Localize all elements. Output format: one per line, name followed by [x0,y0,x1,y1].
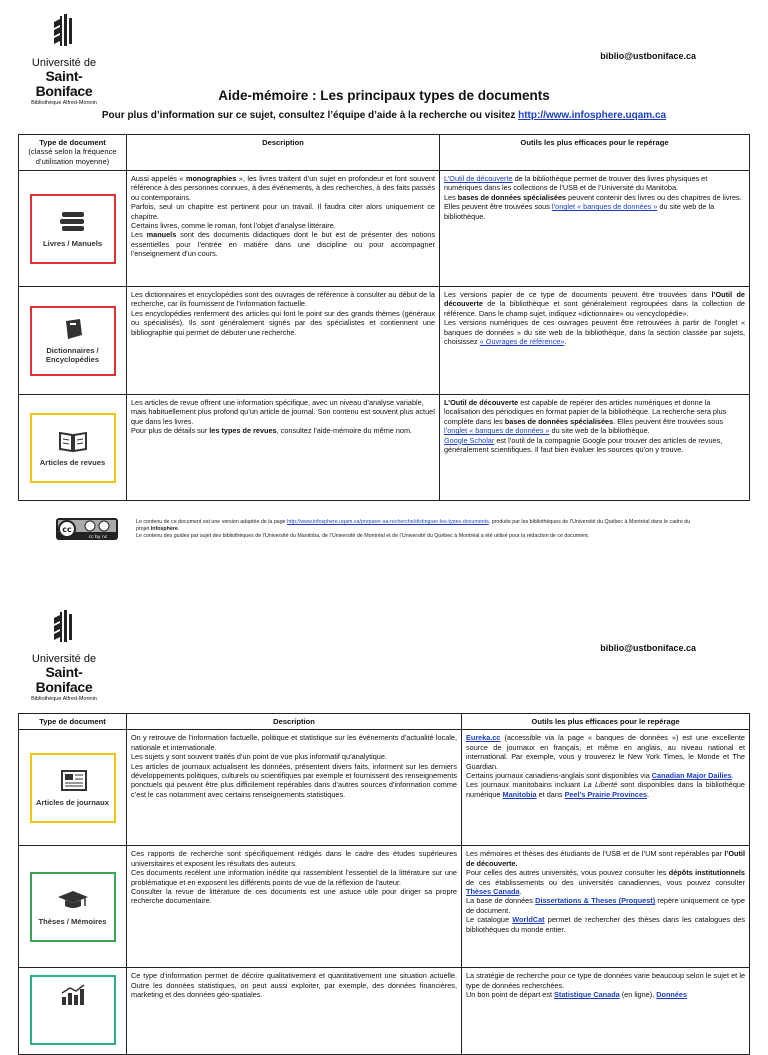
page-title: Aide-mémoire : Les principaux types de documents [218,88,550,103]
text: . [564,337,567,347]
text: manuels [146,230,177,240]
text: les types de revues [209,426,277,436]
text: Les journaux manitobains incluant [466,780,584,790]
text: Consulter la revue de littérature de ces documents est une astuce utile pour diriger sa propre recherche documentaire. [131,887,457,906]
header-type-label: Type de document [39,138,106,147]
theses-canada-link[interactable]: Thèses Canada [466,887,520,897]
header-tools: Outils les plus efficaces pour le repérage [440,135,750,171]
description-cell [127,846,462,968]
text: Les dictionnaires et encyclopédies sont des ouvrages de référence à consulter au début de la recherche, car ils fournissent de l’information factuelle. [131,290,435,309]
text: », les livres traitent d’un sujet en profondeur et font souvent référence à des personnes connues, à des événements, à des recherches, à des faits passés ou contemporains. [131,174,436,202]
card-label: Thèses / Mémoires [38,916,107,926]
table-row [19,395,750,501]
type-cell [19,171,127,287]
graduation-cap-icon [56,888,90,912]
text: . [177,526,180,532]
description-cell [127,730,462,846]
text: Certains journaux canadiens-anglais sont disponibles via [466,771,652,781]
text: est l’outil de la compagnie Google pour trouver des articles de revues, généralement scientifiques. Il faut bien évaluer les sources qu’on y trouve. [444,435,723,455]
university-logo-2 [18,610,110,703]
logo-line3: Bibliothèque Alfred-Monnin [31,100,97,106]
text: Infosphère [150,526,178,532]
card-statistiques [30,975,116,1045]
text: Les articles de revue offrent une information spécifique, avec un niveau d’analyse variable, mais habituellement plus profond qu’un article de journal. Son contenu est souvent plus actuel que dans les livres. [131,398,435,426]
bar-chart-icon [56,983,90,1007]
contact-email-2[interactable]: biblio@ustboniface.ca [600,643,696,653]
logo-emblem-icon [50,14,78,50]
description-cell [127,287,440,395]
description-cell [127,395,440,501]
text: bases de données spécialisées [457,192,567,202]
header-description: Description [127,714,462,730]
license-note [136,519,696,540]
text: L’Outil de découverte [444,398,519,407]
subtitle-text: Pour plus d’information sur ce sujet, consultez l’équipe d’aide à la recherche ou visitez [101,110,519,121]
text: Parfois, seul un chapitre est pertinent pour un travail. Il faudra citer alors uniquement ce chapitre. [131,202,435,221]
type-cell [19,395,127,501]
header-type-note: (classé selon la fréquence d’utilisation moyenne) [28,147,117,166]
logo-emblem-icon [50,610,78,646]
worldcat-link[interactable]: WorldCat [512,915,545,925]
eureka-link[interactable]: Eureka.cc [466,733,501,743]
tools-cell [440,287,750,395]
document-types-table-2 [18,713,750,1055]
svg-text:cc: cc [62,525,72,534]
description-cell [127,171,440,287]
databases-tab-link[interactable]: l’onglet « banques de données » [551,202,658,212]
text: du site web de la bibliothèque. [444,202,715,221]
text: de ces établissements ou des universités canadiennes, vous pouvez consulter [466,877,745,887]
card-journaux [30,753,116,823]
card-label: Dictionnaires / Encyclopédies [45,346,100,364]
text: est capable de repérer des articles numériques et donne la localisation des périodiques en format papier de la bibliothèque. La recherche sera plus complète dans les [444,398,727,426]
contact-email[interactable]: biblio@ustboniface.ca [600,51,696,61]
reference-works-link[interactable]: « Ouvrages de référence» [479,337,565,347]
document-types-table-1 [18,134,750,501]
logo-line2: Saint-Boniface [35,68,93,99]
text: (en ligne), [619,990,657,1000]
text: bases de données spécialisées [504,416,614,426]
source-page-link[interactable]: http://www.infosphere.uqam.ca/preparer-sa-recherche/distinguer-les-types-documents [287,519,489,525]
text: permet de rechercher des thèses dans les catalogues des bibliothèques du monde entier. [466,915,745,934]
logo-line2: Saint-Boniface [35,664,93,695]
table-row [19,846,750,968]
card-revues [30,413,116,483]
card-label: Articles de revues [39,457,106,467]
card-label: Articles de journaux [35,797,109,807]
svg-text:cc by nc: cc by nc [88,535,108,540]
table-header-row [19,714,750,730]
text: , produite par les bibliothèques de l’Université du Québec à Montréal dans le cadre du projet [136,519,691,532]
text: . [519,887,522,897]
text: Ce type d’information permet de décrire qualitativement et quantitativement une situation actuelle. Outre les données statistiques, on peut aussi exploiter, par exemple, des données financières, marketing et des données géo-spatiales. [131,971,457,1000]
text: monographies [185,174,237,183]
type-cell [19,287,127,395]
text: Le contenu des guides par sujet des bibliothèques de l’Université du Manitoba, de l’Université de Montréal et de l’Université du Québec à Montréal a été utilisé pour la rédaction de ce document. [136,533,590,539]
table-row [19,287,750,395]
header-type: Type de document [19,714,127,730]
google-scholar-link[interactable]: Google Scholar [444,435,495,445]
header-type [19,135,127,171]
text: Les encyclopédies renferment des articles qui font le point sur des grands thèmes (généraux ou spécialisés). Ils sont généralement signés par des spécialistes et contiennent une bibliographie qui permet de débuter une recherche. [131,308,435,337]
text: Les versions papier de ce type de documents peuvent être trouvées dans [444,290,712,299]
text: La base de données [466,896,536,906]
text: sont disponibles dans la bibliothèque numérique [466,780,745,799]
text: Les [444,192,458,202]
databases-tab-link[interactable]: l’onglet « banques de données » [444,426,550,436]
text: du site web de la bibliothèque. [549,426,650,436]
discovery-tool-link[interactable]: L’Outil de découverte [444,174,513,183]
text: Les sujets y sont souvent traités d’un point de vue plus informatif qu’analytique. [131,752,387,762]
header-tools: Outils les plus efficaces pour le repérage [462,714,750,730]
type-cell [19,968,127,1055]
text: Le catalogue [466,915,513,925]
text: et dans [536,789,565,799]
text: dépôts institutionnels [668,868,745,878]
page-subtitle [0,110,768,121]
text: Les mémoires et thèses des étudiants de l’USB et de l’UM sont repérables par [466,849,725,859]
text: . [647,789,650,799]
text: Aussi appelés « [131,174,186,183]
tools-cell [440,395,750,501]
text: Certains livres, comme le roman, font l’objet d’analyse littéraire. [131,221,336,231]
books-icon [56,210,90,234]
text: . [731,771,734,781]
open-journal-icon [56,429,90,453]
text: repère uniquement ce type de document. [466,896,745,915]
text: de la bibliothèque et sont généralement regroupées dans la collection de référence. Dans le champ sujet, indiquez «dictionnaire» ou «encyclopédie». [444,299,745,318]
text: Le contenu de ce document est une version adaptée de la page [136,519,288,525]
infosphere-link[interactable]: http://www.infosphere.uqam.ca [518,110,667,121]
text: , consultez l’aide-mémoire du même nom. [276,426,413,436]
text: (accessible via la page « banques de données ») est une excellente source de journaux en français, et même en anglais, au niveau national et international. Par exemple, vous y trouverez le New York Times, le Monde et The Guardian. [466,733,745,771]
manitobia-link[interactable]: Manitobia [502,789,537,799]
proquest-link[interactable]: Dissertations & Theses (Proquest) [535,896,656,906]
creative-commons-icon [56,518,118,540]
text: Les [131,230,147,240]
canadian-major-dailies-link[interactable]: Canadian Major Dailies [651,771,732,781]
text: peuvent contenir des livres ou des chapitres de livres. Elles peuvent être trouvées sous [444,192,742,212]
table-row [19,730,750,846]
card-dictionnaires [30,306,116,376]
card-theses [30,872,116,942]
text: l’Outil de découverte [444,290,745,309]
type-cell [19,846,127,968]
donnees-link[interactable]: Données [656,990,688,1000]
tools-cell [440,171,750,287]
text: Les articles de journaux actualisent les données, présentent divers faits, informent sur les derniers développements politiques, culturels ou scientifiques par exemple et fournissent des renseignements ponctuels qui peuvent être plus difficilement repérables dans d’autres sources d’information comme c’est le cas notamment avec certains renseignements statistiques. [131,761,457,799]
logo-line1: Université de [31,653,97,665]
text: La stratégie de recherche pour ce type de données varie beaucoup selon le sujet et le type de données recherchées. [466,971,745,990]
tools-cell [462,730,750,846]
statcan-link[interactable]: Statistique Canada [554,990,620,1000]
text: Pour celles des autres universités, vous pouvez consulter les [466,868,669,878]
logo-line3: Bibliothèque Alfred-Monnin [31,696,97,702]
tools-cell [462,968,750,1055]
text: On y retrouve de l’information factuelle, politique et statistique sur les événements d’actualité locale, nationale et internationale. [131,733,457,752]
table-row [19,171,750,287]
text: Les versions numériques de ces ouvrages peuvent être retrouvées à partir de l’onglet « banques de données » du site web de la bibliothèque, dans la section classée par sujets, choisissez [444,318,745,347]
text: . Elles peuvent être trouvées sous [613,416,724,426]
newspaper-icon [56,769,90,793]
logo-line1: Université de [31,57,97,69]
table-header-row [19,135,750,171]
text: l’Outil de découverte. [466,849,745,868]
text: Ces rapports de recherche sont spécifiquement rédigés dans le cadre des études supérieures universitaires et exposent les résultats des auteurs. [131,849,457,868]
tools-cell [462,846,750,968]
text: sont des documents didactiques dont le but est de présenter des notions essentielles pour l’entrée en matière dans une discipline ou pour accompagner l’enseignement d’un cours. [131,230,435,259]
card-label: Livres / Manuels [42,238,103,248]
text: de la bibliothèque permet de trouver des livres physiques et numériques dans les collections de l’USB et de l’Université du Manitoba. [444,174,708,193]
card-livres [30,194,116,264]
peels-prairie-link[interactable]: Peel’s Prairie Provinces [564,789,648,799]
table-row [19,968,750,1055]
dictionary-icon [56,317,90,341]
text: Un bon point de départ est [466,990,555,1000]
text: Ces documents recèlent une information inédite qui rassemblent l’essentiel de la littérature sur une problématique et en exposent les différents points de vue de la réflexion de l’auteur. [131,868,457,887]
text: La Liberté [583,780,618,790]
text: Pour plus de détails sur [131,426,210,436]
description-cell [127,968,462,1055]
header-description: Description [127,135,440,171]
type-cell [19,730,127,846]
